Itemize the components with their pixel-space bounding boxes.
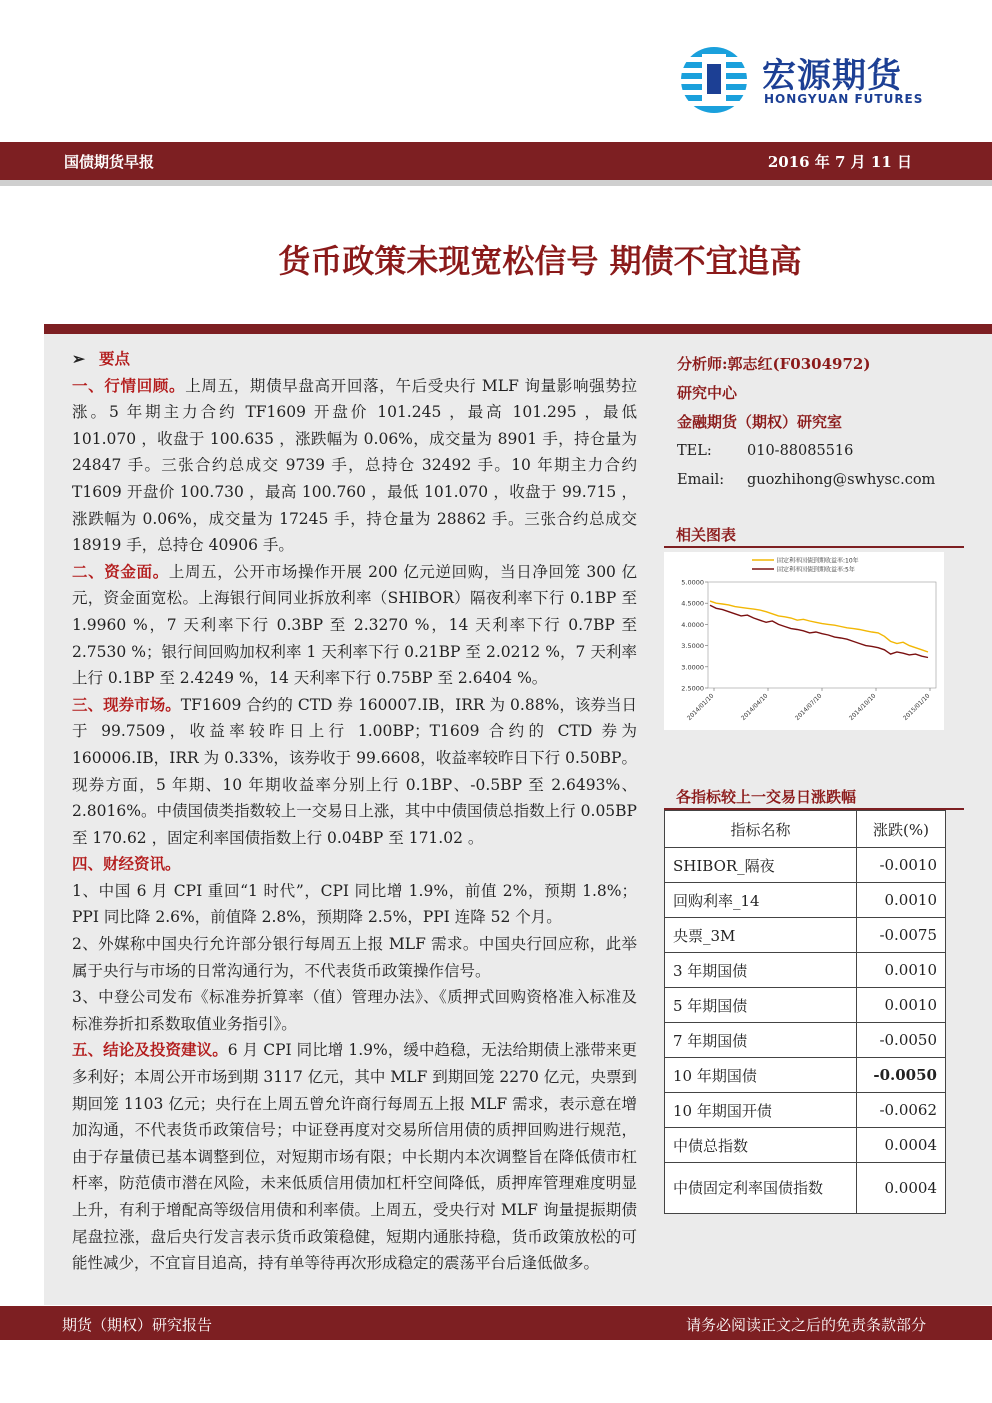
y-tick-label: 3.0000 (681, 663, 704, 672)
legend-label: 固定利率国债到期收益率:10年 (777, 557, 859, 565)
report-type: 国债期货早报 (64, 153, 155, 171)
department-2: 金融期货（期权）研究室 (677, 413, 843, 431)
x-tick-label: 2014/04/10 (740, 692, 770, 722)
header-change: 涨跌(%) (857, 811, 946, 848)
logo-emblem-icon (676, 44, 752, 116)
table-header-row (665, 811, 946, 848)
table-section-title: 各指标较上一交易日涨跌幅 (676, 788, 857, 806)
table-row: 央票_3M -0.0075 (665, 918, 946, 953)
summary-label: 要点 (99, 349, 131, 368)
table-row: 10 年期国开债 -0.0062 (665, 1093, 946, 1128)
chart-section-title: 相关图表 (676, 526, 737, 544)
analyst-info (677, 350, 967, 495)
arrow-bullet-icon: ➢ (72, 349, 85, 368)
summary-header (72, 346, 637, 373)
news-item-1: 1、中国 6 月 CPI 重回“1 时代”，CPI 同比增 1.9%，前值 2%，预期 1.8%；PPI 同比降 2.6%，前值降 2.8%，预期降 2.5%，PPI 连降 52 个月。 (72, 881, 637, 927)
header-bar (0, 142, 992, 180)
table-row: 中债总指数 0.0004 (665, 1128, 946, 1163)
department-1: 研究中心 (677, 384, 738, 402)
table-section-header (664, 784, 964, 810)
section-spot-market: 三、现券市场。TF1609 合约的 CTD 券 160007.IB，IRR 为 0.88%，该券当日于 99.7509，收益率较昨日上行 1.00BP；T1609 合约的 CTD 券为 160006.IB，IRR 为 0.33%，该券收于 99.6608，收益率较昨日下行 0.50BP。现券方面，5 年期、10 年期收益率分别上行 0.1BP、-0.5BP 至 2.6493%、2.8016%。中债国债类指数较上一交易日上涨，其中中债国债总指数上行 0.05BP 至 170.62 ，固定利率国债指数上行 0.04BP 至 171.02 。 (72, 694, 637, 847)
table-row: 5 年期国债 0.0010 (665, 988, 946, 1023)
x-tick-label: 2015/01/10 (902, 692, 932, 722)
report-date: 2016 年 7 月 11 日 (767, 153, 912, 171)
company-logo (676, 44, 924, 116)
x-tick-label: 2014/01/10 (686, 692, 716, 722)
logo-chinese-name: 宏源期货 (762, 56, 902, 96)
report-title: 货币政策未现宽松信号 期债不宜追高 (278, 242, 802, 280)
footer-bar (0, 1306, 992, 1340)
x-tick-label: 2014/07/10 (794, 692, 824, 722)
table-row: 中债固定利率国债指数 0.0004 (665, 1163, 946, 1214)
x-tick-label: 2014/10/10 (848, 692, 878, 722)
logo-english-name: HONGYUAN FUTURES (764, 92, 924, 106)
section-market-review: 一、行情回顾。上周五，期债早盘高开回落，午后受央行 MLF 询量影响强势拉涨。5 年期主力合约 TF1609 开盘价 101.245 ，最高 101.295 ，最低 101.070 ，收盘于 100.635 ，涨跌幅为 0.06%，成交量为 8901 手，持仓量为 24847 手。三张合约总成交 9739 手，总持仓 32492 手。10 年期主力合约 T1609 开盘价 100.730 ，最高 100.760 ，最低 101.070 ，收盘于 99.715 ，涨跌幅为 0.06%，成交量为 17245 手，持仓量为 28862 手。三张合约总成交 18919 手，总持仓 40906 手。 (72, 375, 637, 555)
yield-chart-svg (664, 552, 944, 730)
table-row: SHIBOR_隔夜 -0.0010 (665, 848, 946, 883)
news-item-2: 2、外媒称中国央行允许部分银行每周五上报 MLF 需求。中国央行回应称，此举属于央行与市场的日常沟通行为，不代表货币政策操作信号。 (72, 935, 637, 980)
section-conclusion: 五、结论及投资建议。6 月 CPI 同比增 1.9%，缓中趋稳，无法给期债上涨带来更多利好；本周公开市场到期 3117 亿元，其中 MLF 到期回笼 2270 亿元，央票到期回笼 1103 亿元；央行在上周五曾允许商行每周五上报 MLF 需求，表示意在增加沟通，不代表货币政策信号；中证登再度对交易所信用债的质押回购进行规范，由于存量债已基本调整到位，对短期市场有限；中长期内本次调整旨在降低债市杠杆率，防范债市潜在风险，未来低质信用债加杠杆空间降低，质押库管理难度明显上升，有利于增配高等级信用债和利率债。上周五，受央行对 MLF 询量提振期债尾盘拉涨，盘后央行发言表示货币政策稳健，短期内通胀持稳，货币政策放松的可能性减少，不宜盲目追高，持有单等待再次形成稳定的震荡平台后逢低做多。 (72, 1040, 637, 1273)
analyst-email: Email: guozhihong@swhysc.com (677, 472, 936, 488)
y-tick-label: 3.5000 (681, 642, 704, 651)
table-row: 3 年期国债 0.0010 (665, 953, 946, 988)
footer-report-label: 期货（期权）研究报告 (62, 1316, 213, 1334)
y-tick-label: 2.5000 (681, 684, 704, 693)
series-line-10y (710, 601, 928, 652)
title-divider (44, 324, 992, 334)
summary-column (72, 346, 637, 1277)
header-shadow (0, 180, 992, 186)
news-item-3: 3、中登公司发布《标准券折算率（值）管理办法》、《质押式回购资格准入标准及标准券折扣系数取值业务指引》。 (72, 988, 637, 1033)
section-news-heading: 四、财经资讯。 (72, 854, 181, 874)
chart-section-header (664, 522, 964, 548)
y-tick-label: 4.0000 (681, 620, 704, 629)
plot-frame (708, 582, 936, 688)
table-row: 回购利率_14 0.0010 (665, 883, 946, 918)
title-container (0, 236, 992, 282)
analyst-name: 分析师:郭志红(F0304972) (677, 355, 871, 373)
table-row: 10 年期国债 -0.0050 (665, 1058, 946, 1093)
index-change-table (664, 810, 946, 1214)
legend-label: 固定利率国债到期收益率:5年 (777, 566, 855, 574)
yield-chart (664, 552, 944, 730)
header-indicator-name: 指标名称 (665, 811, 857, 848)
section-liquidity: 二、资金面。上周五，公开市场操作开展 200 亿元逆回购，当日净回笼 300 亿元，资金面宽松。上海银行间同业拆放利率（SHIBOR）隔夜利率下行 0.1BP 至 1.9960 %，7 天利率下行 0.3BP 至 2.3270 %，14 天利率下行 0.7BP 至 2.7530 %；银行间回购加权利率 1 天利率下行 0.21BP 至 2.0212 %，7 天利率上行 0.1BP 至 2.4249 %，14 天利率下行 0.75BP 至 2.6404 %。 (72, 561, 637, 688)
y-tick-label: 4.5000 (681, 599, 704, 608)
analyst-phone: TEL: 010-88085516 (677, 443, 854, 459)
series-line-5y (710, 605, 928, 657)
table-row: 7 年期国债 -0.0050 (665, 1023, 946, 1058)
footer-disclaimer-note: 请务必阅读正文之后的免责条款部分 (685, 1316, 926, 1334)
y-tick-label: 5.0000 (681, 578, 704, 587)
